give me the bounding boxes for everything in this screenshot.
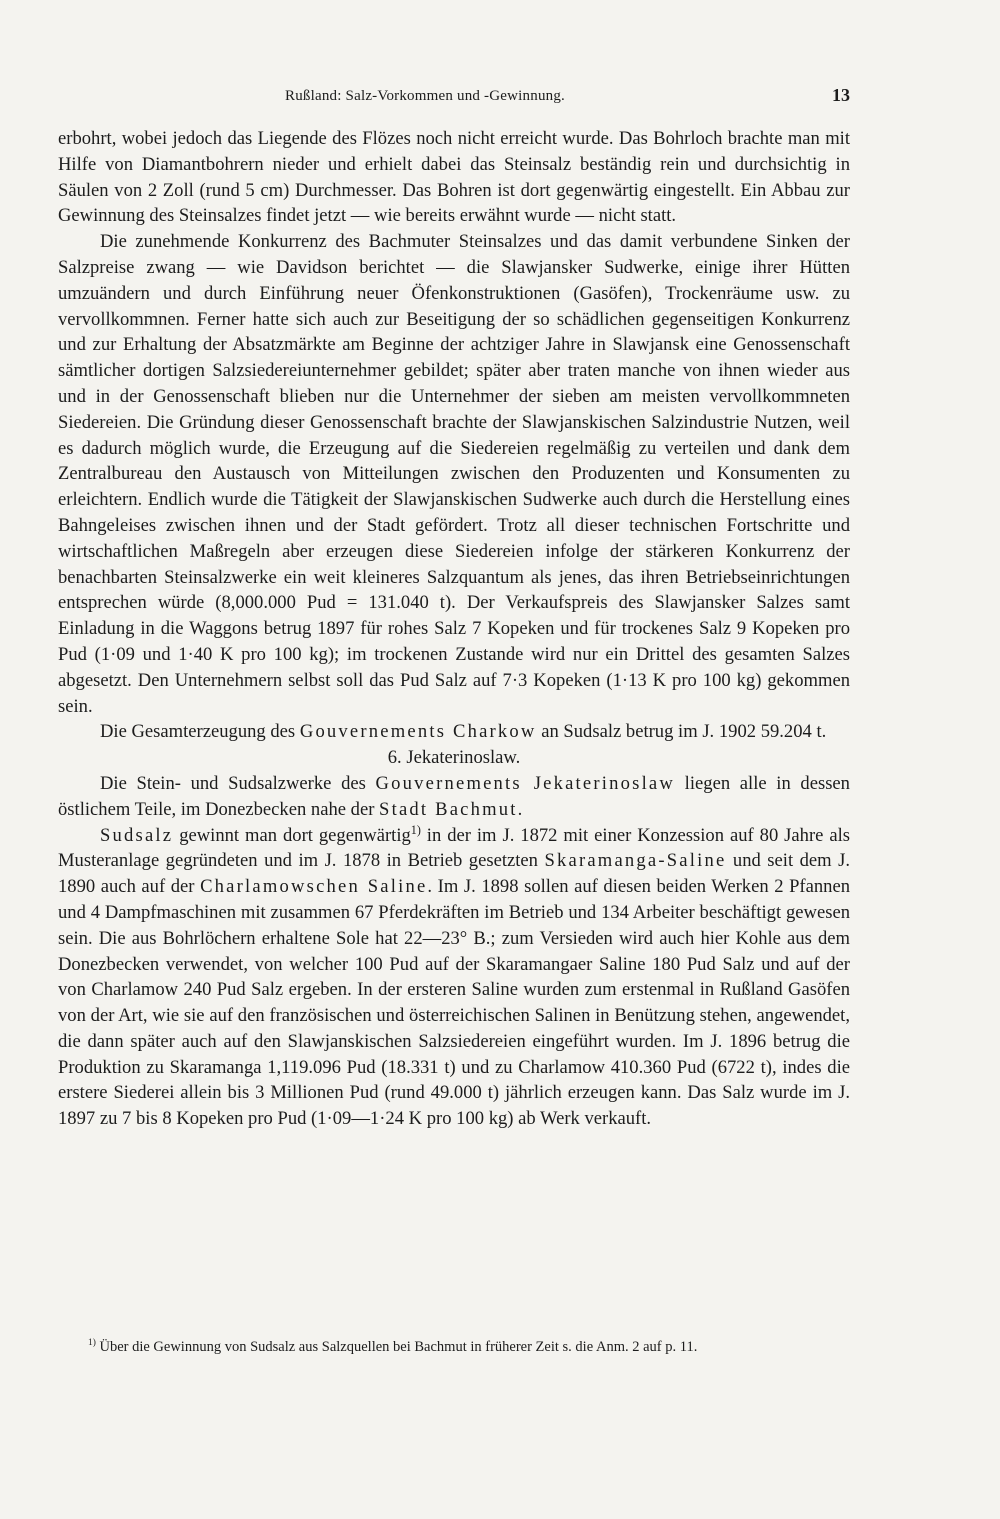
spaced-emphasis: Gouvernements Jekaterinoslaw <box>375 772 676 794</box>
spaced-emphasis: Charlamowschen Saline <box>200 876 428 898</box>
body-text <box>58 126 850 1132</box>
page-number: 13 <box>832 85 850 105</box>
text-run: liegen alle in dessen östlichem Teile, im Donezbecken nahe der <box>58 772 850 820</box>
paragraph-3 <box>58 719 850 745</box>
text-run: Die Gesamterzeugung des <box>100 721 300 743</box>
footnote-text: Über die Gewinnung von Sudsalz aus Salzquellen bei Bachmut in früherer Zeit s. die Anm. 2 auf p. 11. <box>95 1339 698 1355</box>
paragraph-5 <box>58 823 850 1133</box>
text-run: und seit dem J. 1890 auch auf der <box>58 850 851 898</box>
text-run: . <box>517 798 523 820</box>
spaced-emphasis: Sudsalz <box>100 824 174 846</box>
footnote <box>58 1337 850 1357</box>
paragraph-2: Die zunehmende Konkurrenz des Bachmuter Steinsalzes und das damit verbundene Sinken der Salzpreise zwang — wie Davidson berichtet — die Slawjansker Sudwerke, einige ihrer Hütten umzuändern und durch Einführung neuer Öfenkonstruktionen (Gasöfen), Trockenräume usw. zu vervollkommnen. Ferner hatte sich auch zur Beseitigung der so schädlichen gegenseitigen Konkurrenz und zur Erhaltung der Absatzmärkte am Beginne der achtziger Jahre in Slawjansk eine Genossenschaft sämtlicher dortigen Salzsiedereiunternehmer gebildet; später aber traten manche von ihnen wieder aus und in der Genossenschaft blieben nur die Unternehmer der sieben am meisten vervollkommneten Siedereien. Die Gründung dieser Genossenschaft brachte der Slawjanskischen Salzindustrie Nutzen, weil es dadurch möglich wurde, die Erzeugung auf die Siedereien regelmäßig zu verteilen und dank dem Zentralbureau den Austausch von Mitteilungen zwischen den Produzenten und Konsumenten zu erleichtern. Endlich wurde die Tätigkeit der Slawjanskischen Sudwerke auch durch die Herstellung eines Bahngeleises zwischen ihnen und der Stadt gefördert. Trotz all dieser technischen Fortschritte und wirtschaftlichen Maßregeln aber erzeugen diese Siedereien infolge der stärkeren Konkurrenz der benachbarten Steinsalzwerke ein weit kleineres Salzquantum als jenes, das ihren Betriebseinrichtungen entsprechen würde (8,000.000 Pud = 131.040 t). Der Verkaufspreis des Slawjansker Salzes samt Einladung in die Waggons betrug 1897 für rohes Salz 7 Kopeken und für trockenes Salz 9 Kopeken pro Pud (1·09 und 1·40 K pro 100 kg); im trockenen Zustande wird nur ein Drittel des gesamten Salzes abgesetzt. Den Unternehmern selbst soll das Pud Salz auf 7·3 Kopeken (1·13 K pro 100 kg) gekommen sein. <box>58 231 850 717</box>
text-run: . Im J. 1898 sollen auf diesen beiden Werken 2 Pfannen und 4 Dampfmaschinen mit zusammen 67 Pferdekräften im Betrieb und 134 Arbeiter beschäftigt gewesen sein. Die aus Bohrlöchern erhaltene Sole hat 22—23° B.; zum Versieden wird auch hier Kohle aus dem Donezbecken verwendet, von welcher 100 Pud auf der Skaramangaer Saline 180 Pud Salz und auf der von Charlamow 240 Pud Salz ergeben. In der ersteren Saline wurden zum erstenmal in Rußland Gasöfen von der Art, wie sie auf den französischen und österreichischen Salinen in Benützung stehen, angewendet, die dann später auch auf den Slawjanskischen Salzsiedereien eingeführt wurden. Im J. 1896 betrug die Produktion zu Skaramanga 1,119.096 Pud (18.331 t) und zu Charlamow 410.360 Pud (6722 t), indes die erstere Siederei allein bis 3 Millionen Pud (rund 49.000 t) jährlich erzeugen kann. Das Salz wurde im J. 1897 zu 7 bis 8 Kopeken pro Pud (1·09—1·24 K pro 100 kg) ab Werk verkauft. <box>58 876 850 1130</box>
paragraph-1: erbohrt, wobei jedoch das Liegende des Flözes noch nicht erreicht wurde. Das Bohrloch brachte man mit Hilfe von Diamantbohrern nieder und erhielt dabei das Steinsalz beständig rein und durchsichtig in Säulen von 2 Zoll (rund 5 cm) Durchmesser. Das Bohren ist dort gegenwärtig eingestellt. Ein Abbau zur Gewinnung des Steinsalzes findet jetzt — wie bereits erwähnt wurde — nicht statt. <box>58 128 850 227</box>
paragraph-4 <box>58 771 850 823</box>
text-run: gewinnt man dort gegenwärtig <box>173 824 411 846</box>
spaced-emphasis: Skaramanga-Saline <box>544 850 727 872</box>
text-run: an Sudsalz betrug im J. 1902 59.204 t. <box>536 721 827 743</box>
spaced-emphasis: Stadt Bachmut <box>379 798 518 820</box>
footnote-reference: 1) <box>410 822 421 837</box>
running-title: Rußland: Salz-Vorkommen und -Gewinnung. <box>285 88 565 104</box>
text-run: Die Stein- und Sudsalzwerke des <box>100 772 376 794</box>
text-run: in der im J. 1872 mit einer Konzession auf 80 Jahre als Musteranlage gegründeten und im J. 1878 in Betrieb gesetzten <box>58 824 851 872</box>
footnote-marker: 1) <box>88 1338 96 1349</box>
section-heading: 6. Jekaterinoslaw. <box>387 747 521 769</box>
spaced-emphasis: Gouvernements Charkow <box>299 721 537 743</box>
